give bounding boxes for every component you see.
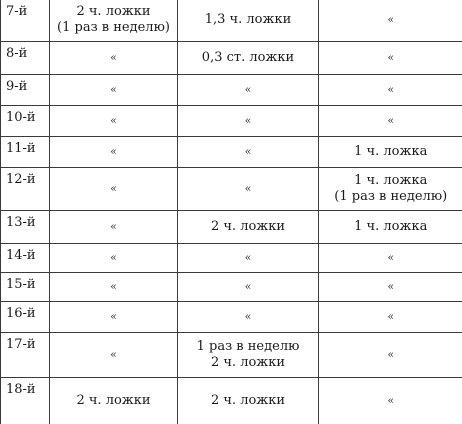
dose-cell-col1 (50, 167, 178, 210)
dose-text: 1 ч. ложка (354, 218, 428, 234)
dose-cell-col2 (178, 0, 319, 41)
day-cell: 15-й (1, 272, 50, 301)
dose-cell-col3 (319, 272, 462, 301)
dose-text: « (110, 82, 117, 96)
dose-cell-col1 (50, 301, 178, 332)
dose-cell-col2 (178, 74, 319, 105)
dose-cell-col3 (319, 105, 462, 136)
day-cell: 7-й (1, 0, 50, 41)
day-cell: 17-й (1, 332, 50, 377)
dose-text: 1,3 ч. ложки (204, 12, 292, 28)
dose-cell-col2 (178, 243, 319, 272)
dose-text: « (110, 279, 117, 293)
dose-cell-col3 (319, 243, 462, 272)
dose-cell-col1 (50, 210, 178, 243)
table-row (1, 332, 462, 377)
day-cell: 16-й (1, 301, 50, 332)
dose-text: « (110, 181, 117, 195)
dose-text: « (110, 219, 117, 233)
day-cell: 14-й (1, 243, 50, 272)
table-row (1, 136, 462, 167)
dose-cell-col1 (50, 0, 178, 41)
dose-cell-col3 (319, 41, 462, 74)
table-row (1, 210, 462, 243)
table-row (1, 377, 462, 424)
dose-cell-col3 (319, 136, 462, 167)
dose-cell-col2 (178, 136, 319, 167)
dose-text: « (387, 250, 395, 264)
dose-text: « (110, 50, 117, 64)
dose-cell-col1 (50, 272, 178, 301)
dose-text: (1 раз в неделю) (57, 20, 170, 36)
dose-cell-col1 (50, 41, 178, 74)
dose-cell-col2 (178, 41, 319, 74)
dose-cell-col1 (50, 105, 178, 136)
dose-text: 1 ч. ложка (354, 172, 428, 188)
day-cell: 12-й (1, 167, 50, 210)
dose-text: « (387, 13, 395, 27)
dose-text: « (110, 309, 117, 323)
dose-text: 2 ч. ложки (210, 354, 286, 370)
dose-cell-col2 (178, 301, 319, 332)
dose-text: « (387, 50, 395, 64)
dose-text: « (244, 181, 252, 195)
dose-text: « (110, 347, 117, 361)
dose-text: 2 ч. ложки (76, 4, 151, 20)
dose-cell-col3 (319, 74, 462, 105)
dose-text: « (110, 113, 117, 127)
dose-text: (1 раз в неделю) (334, 188, 448, 204)
dose-text: « (244, 279, 252, 293)
dose-cell-col1 (50, 136, 178, 167)
dose-text: « (244, 250, 252, 264)
dose-text: 1 раз в неделю (196, 338, 300, 354)
dose-cell-col3 (319, 0, 462, 41)
dose-text: « (110, 250, 117, 264)
dose-cell-col2 (178, 167, 319, 210)
day-cell: 8-й (1, 41, 50, 74)
dose-cell-col1 (50, 377, 178, 424)
day-cell: 10-й (1, 105, 50, 136)
dose-cell-col1 (50, 74, 178, 105)
dose-cell-col2 (178, 105, 319, 136)
table-row (1, 167, 462, 210)
dose-text: « (244, 113, 252, 127)
dose-cell-col2 (178, 272, 319, 301)
dose-text: « (244, 309, 252, 323)
dose-cell-col3 (319, 167, 462, 210)
dose-cell-col3 (319, 301, 462, 332)
table-row (1, 0, 462, 41)
dose-cell-col3 (319, 332, 462, 377)
day-cell: 11-й (1, 136, 50, 167)
table-row (1, 74, 462, 105)
dose-text: 0,3 ст. ложки (201, 49, 295, 65)
dose-cell-col3 (319, 377, 462, 424)
dose-text: « (244, 82, 252, 96)
table-row (1, 301, 462, 332)
dose-text: « (387, 347, 395, 361)
table-body (1, 0, 462, 424)
dose-cell-col2 (178, 210, 319, 243)
day-cell: 18-й (1, 377, 50, 424)
dose-cell-col2 (178, 377, 319, 424)
dose-text: « (387, 393, 395, 407)
table-row (1, 41, 462, 74)
day-cell: 13-й (1, 210, 50, 243)
dose-text: « (387, 82, 395, 96)
dose-text: « (244, 144, 252, 158)
dose-text: « (110, 144, 117, 158)
dose-text: 2 ч. ложки (210, 218, 286, 234)
dose-cell-col1 (50, 332, 178, 377)
dose-text: 2 ч. ложки (76, 392, 151, 408)
dose-text: 1 ч. ложка (354, 143, 428, 159)
dose-cell-col2 (178, 332, 319, 377)
dose-text: « (387, 309, 395, 323)
table-row (1, 272, 462, 301)
dose-text: « (387, 279, 395, 293)
dose-cell-col3 (319, 210, 462, 243)
table-row (1, 243, 462, 272)
dose-text: « (387, 113, 395, 127)
day-cell: 9-й (1, 74, 50, 105)
table-row (1, 105, 462, 136)
dose-text: 2 ч. ложки (210, 392, 286, 408)
dose-cell-col1 (50, 243, 178, 272)
